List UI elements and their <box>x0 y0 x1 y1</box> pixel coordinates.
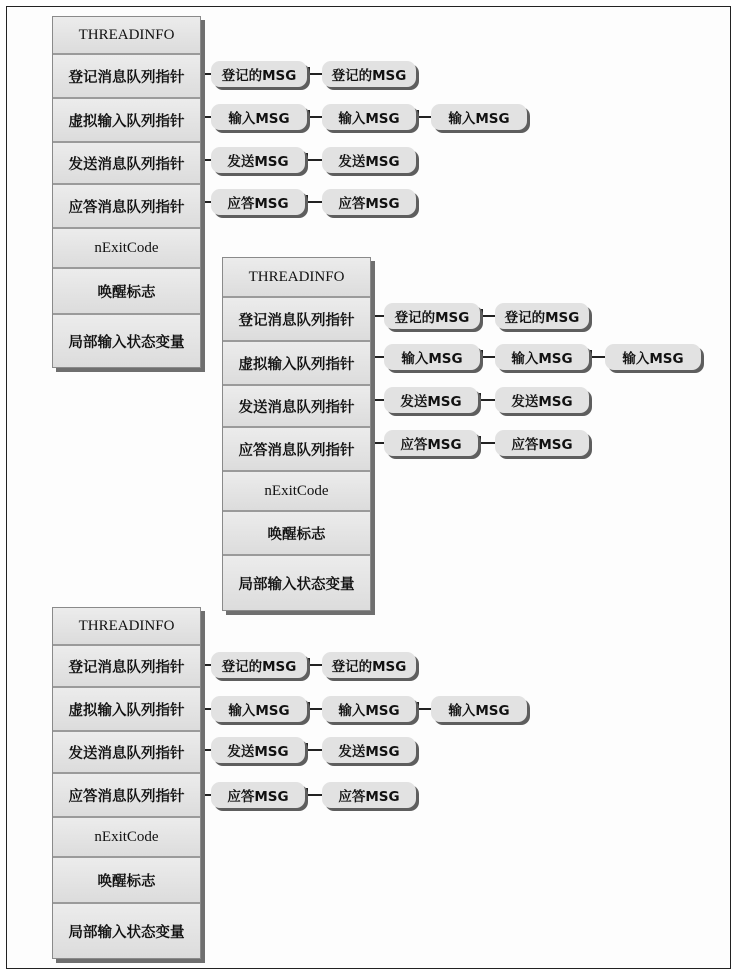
structure-field: nExitCode <box>223 472 370 512</box>
structure-field: 应答消息队列指针 <box>53 185 200 229</box>
message-node: 输入MSG <box>322 104 416 130</box>
message-node: 应答MSG <box>211 189 305 215</box>
message-node: 输入MSG <box>431 104 527 130</box>
structure-header: THREADINFO <box>53 608 200 646</box>
structure-field: 虚拟输入队列指针 <box>53 688 200 732</box>
message-node: 输入MSG <box>211 104 307 130</box>
message-node: 登记的MSG <box>495 303 589 329</box>
structure-field: 虚拟输入队列指针 <box>53 99 200 143</box>
threadinfo-structure <box>52 607 201 959</box>
structure-field: 局部输入状态变量 <box>53 315 200 367</box>
message-node: 登记的MSG <box>322 61 416 87</box>
message-node: 发送MSG <box>384 387 478 413</box>
structure-header: THREADINFO <box>53 17 200 55</box>
structure-field: 应答消息队列指针 <box>53 774 200 818</box>
threadinfo-structure <box>222 257 371 611</box>
structure-field: 应答消息队列指针 <box>223 428 370 472</box>
structure-field: 发送消息队列指针 <box>53 732 200 774</box>
structure-field: 发送消息队列指针 <box>223 386 370 428</box>
message-node: 发送MSG <box>495 387 589 413</box>
message-node: 登记的MSG <box>211 61 307 87</box>
message-node: 应答MSG <box>211 782 305 808</box>
structure-field: nExitCode <box>53 818 200 858</box>
structure-field: 局部输入状态变量 <box>53 904 200 958</box>
structure-field: 登记消息队列指针 <box>53 646 200 688</box>
structure-field: 唤醒标志 <box>53 269 200 315</box>
structure-field: 局部输入状态变量 <box>223 556 370 610</box>
structure-field: nExitCode <box>53 229 200 269</box>
message-node: 输入MSG <box>431 696 527 722</box>
message-node: 发送MSG <box>211 147 305 173</box>
message-node: 应答MSG <box>384 430 478 456</box>
message-node: 输入MSG <box>495 344 589 370</box>
message-node: 登记的MSG <box>322 652 416 678</box>
structure-field: 唤醒标志 <box>53 858 200 904</box>
structure-header: THREADINFO <box>223 258 370 298</box>
structure-field: 登记消息队列指针 <box>53 55 200 99</box>
message-node: 输入MSG <box>322 696 416 722</box>
threadinfo-structure <box>52 16 201 368</box>
structure-field: 发送消息队列指针 <box>53 143 200 185</box>
message-node: 输入MSG <box>211 696 307 722</box>
message-node: 应答MSG <box>322 782 416 808</box>
message-node: 发送MSG <box>322 147 416 173</box>
message-node: 输入MSG <box>605 344 701 370</box>
structure-field: 唤醒标志 <box>223 512 370 556</box>
structure-field: 虚拟输入队列指针 <box>223 342 370 386</box>
message-node: 发送MSG <box>211 737 305 763</box>
message-node: 应答MSG <box>322 189 416 215</box>
message-node: 发送MSG <box>322 737 416 763</box>
message-node: 输入MSG <box>384 344 480 370</box>
message-node: 应答MSG <box>495 430 589 456</box>
message-node: 登记的MSG <box>384 303 480 329</box>
message-node: 登记的MSG <box>211 652 307 678</box>
structure-field: 登记消息队列指针 <box>223 298 370 342</box>
